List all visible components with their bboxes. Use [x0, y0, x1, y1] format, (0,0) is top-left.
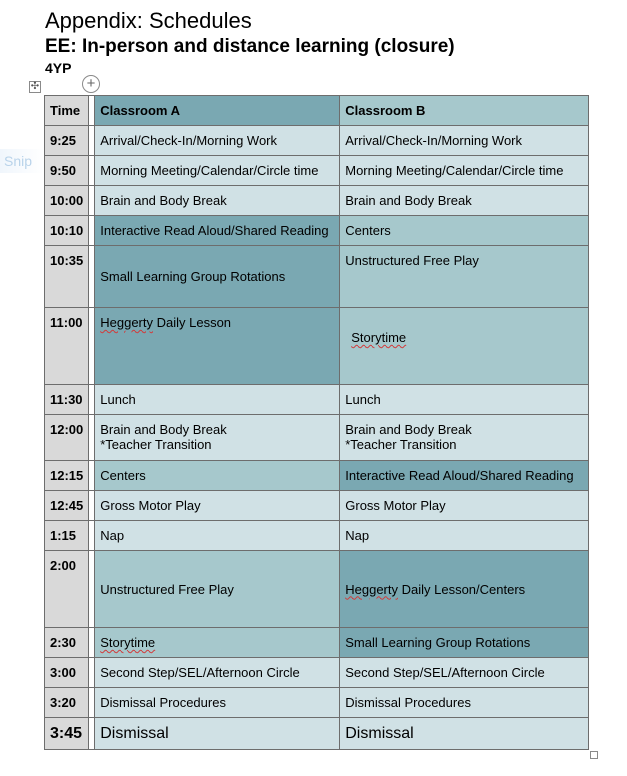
classroom-a-cell[interactable]: Nap — [95, 521, 340, 551]
cell-text: Daily Lesson — [153, 315, 232, 330]
time-cell[interactable]: 2:00 — [45, 551, 89, 628]
classroom-b-cell[interactable]: Nap — [340, 521, 589, 551]
time-cell[interactable]: 1:15 — [45, 521, 89, 551]
spellcheck-word[interactable]: Heggerty — [345, 581, 398, 597]
spellcheck-word[interactable]: Storytime — [351, 330, 407, 345]
table-row — [45, 415, 589, 461]
classroom-b-cell[interactable]: Brain and Body Break — [340, 186, 589, 216]
classroom-a-cell[interactable]: Dismissal — [95, 718, 340, 750]
classroom-b-cell[interactable]: Unstructured Free Play — [340, 246, 589, 308]
table-resize-handle[interactable] — [590, 751, 598, 759]
classroom-a-cell[interactable]: Second Step/SEL/Afternoon Circle — [95, 658, 340, 688]
schedule-table[interactable] — [44, 95, 589, 750]
classroom-b-cell[interactable]: Dismissal — [340, 718, 589, 750]
classroom-a-cell[interactable]: Centers — [95, 461, 340, 491]
spellcheck-word[interactable]: Heggerty — [100, 315, 153, 330]
table-row — [45, 216, 589, 246]
table-row — [45, 658, 589, 688]
table-row — [45, 461, 589, 491]
time-cell[interactable]: 12:00 — [45, 415, 89, 461]
time-cell[interactable]: 10:00 — [45, 186, 89, 216]
classroom-a-cell[interactable]: Brain and Body Break — [95, 186, 340, 216]
program-label: 4YP — [45, 60, 72, 76]
time-cell[interactable]: 3:00 — [45, 658, 89, 688]
header-classroom-a[interactable]: Classroom A — [95, 96, 340, 126]
time-cell[interactable]: 9:50 — [45, 156, 89, 186]
table-row — [45, 186, 589, 216]
table-row — [45, 246, 589, 308]
time-cell[interactable]: 10:35 — [45, 246, 89, 308]
table-row — [45, 308, 589, 385]
classroom-b-cell[interactable]: Arrival/Check-In/Morning Work — [340, 126, 589, 156]
spellcheck-word[interactable]: Storytime — [100, 635, 156, 650]
time-cell[interactable]: 12:45 — [45, 491, 89, 521]
classroom-a-cell[interactable]: Morning Meeting/Calendar/Circle time — [95, 156, 340, 186]
table-row — [45, 126, 589, 156]
table-row — [45, 628, 589, 658]
classroom-a-cell[interactable]: Lunch — [95, 385, 340, 415]
classroom-a-cell[interactable]: Dismissal Procedures — [95, 688, 340, 718]
schedule-subtitle: EE: In-person and distance learning (closure) — [45, 36, 455, 57]
classroom-b-cell[interactable]: Gross Motor Play — [340, 491, 589, 521]
header-time[interactable]: Time — [45, 96, 89, 126]
time-cell[interactable]: 11:00 — [45, 308, 89, 385]
header-classroom-b[interactable]: Classroom B — [340, 96, 589, 126]
time-cell[interactable]: 12:15 — [45, 461, 89, 491]
time-cell[interactable]: 3:20 — [45, 688, 89, 718]
classroom-b-cell[interactable]: Morning Meeting/Calendar/Circle time — [340, 156, 589, 186]
cell-text: Daily Lesson/Centers — [398, 581, 526, 597]
time-cell[interactable]: 3:45 — [45, 718, 89, 750]
table-row — [45, 521, 589, 551]
classroom-a-cell[interactable]: Small Learning Group Rotations — [95, 246, 340, 308]
table-row — [45, 156, 589, 186]
time-cell[interactable]: 10:10 — [45, 216, 89, 246]
table-row — [45, 718, 589, 750]
cell-line: Brain and Body Break — [100, 422, 227, 437]
classroom-a-cell[interactable] — [95, 415, 340, 461]
insert-column-plus-icon[interactable]: + — [82, 75, 100, 93]
appendix-title: Appendix: Schedules — [45, 8, 252, 33]
classroom-b-cell[interactable]: Second Step/SEL/Afternoon Circle — [340, 658, 589, 688]
classroom-a-cell[interactable]: Arrival/Check-In/Morning Work — [95, 126, 340, 156]
table-row — [45, 491, 589, 521]
cell-line: Brain and Body Break — [345, 422, 472, 437]
classroom-b-cell[interactable]: Dismissal Procedures — [340, 688, 589, 718]
time-cell[interactable]: 2:30 — [45, 628, 89, 658]
classroom-b-cell[interactable] — [340, 308, 589, 385]
classroom-b-cell[interactable]: Small Learning Group Rotations — [340, 628, 589, 658]
table-move-handle-icon[interactable]: ✣ — [30, 81, 40, 92]
classroom-a-cell[interactable] — [95, 628, 340, 658]
classroom-b-cell[interactable]: Interactive Read Aloud/Shared Reading — [340, 461, 589, 491]
snip-tool-hint[interactable]: Snip — [0, 149, 44, 173]
classroom-a-cell[interactable]: Gross Motor Play — [95, 491, 340, 521]
table-row — [45, 551, 589, 628]
classroom-b-cell[interactable] — [340, 415, 589, 461]
classroom-b-cell[interactable] — [340, 551, 589, 628]
table-row — [45, 385, 589, 415]
table-header-row — [45, 96, 589, 126]
time-cell[interactable]: 9:25 — [45, 126, 89, 156]
classroom-a-cell[interactable]: Unstructured Free Play — [95, 551, 340, 628]
classroom-b-cell[interactable]: Lunch — [340, 385, 589, 415]
classroom-b-cell[interactable]: Centers — [340, 216, 589, 246]
cell-line: *Teacher Transition — [345, 437, 457, 452]
table-row — [45, 688, 589, 718]
time-cell[interactable]: 11:30 — [45, 385, 89, 415]
classroom-a-cell[interactable]: Interactive Read Aloud/Shared Reading — [95, 216, 340, 246]
cell-line: *Teacher Transition — [100, 437, 212, 452]
classroom-a-cell[interactable] — [95, 308, 340, 385]
